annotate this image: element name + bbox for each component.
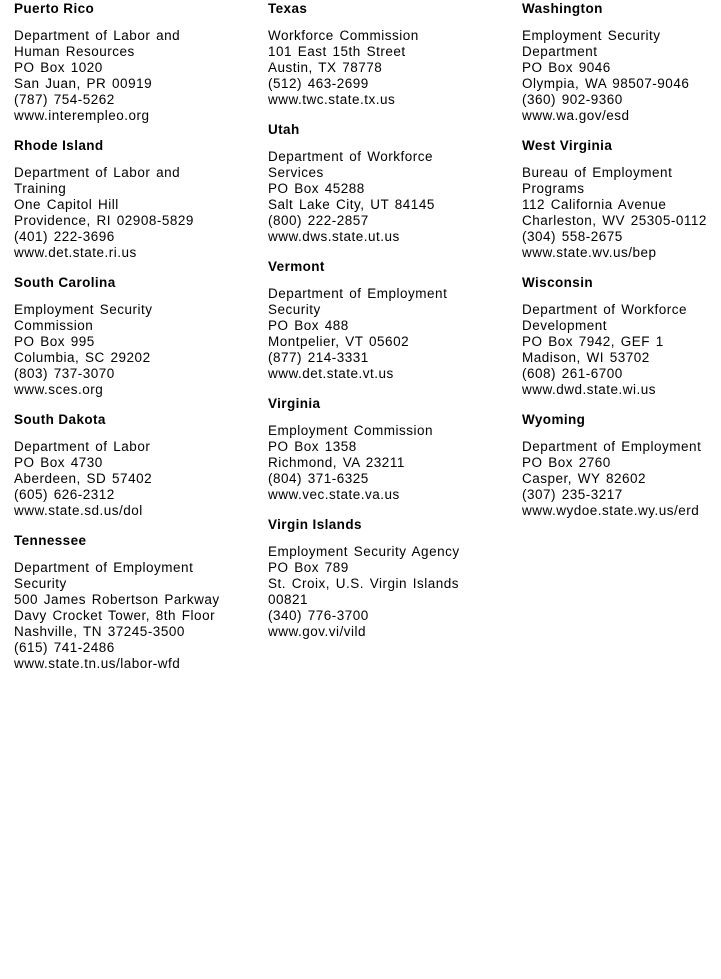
- address-line: (360) 902-9360: [522, 92, 623, 107]
- address-line: (804) 371-6325: [268, 471, 369, 486]
- address-line: PO Box 995: [14, 334, 95, 349]
- address-line: Aberdeen, SD 57402: [14, 471, 153, 486]
- address-line: (787) 754-5262: [14, 92, 115, 107]
- address-line: Security: [268, 302, 321, 317]
- state-heading: Texas: [268, 1, 308, 16]
- state-heading: Tennessee: [14, 533, 87, 548]
- website-text: www.det.state.vt.us: [268, 366, 394, 381]
- state-section: [14, 138, 266, 261]
- address-line: Department: [522, 44, 598, 59]
- address-line: PO Box 4730: [14, 455, 103, 470]
- state-section: [268, 259, 520, 382]
- website-text: www.det.state.ri.us: [14, 245, 137, 260]
- address-line: 500 James Robertson Parkway: [14, 592, 220, 607]
- state-heading: Virgin Islands: [268, 517, 362, 532]
- website-text: www.dwd.state.wi.us: [522, 382, 657, 397]
- state-heading: Puerto Rico: [14, 1, 95, 16]
- state-heading: Wyoming: [522, 412, 586, 427]
- state-section: [268, 396, 520, 503]
- address-line: Employment Security: [14, 302, 153, 317]
- address-line: (803) 737-3070: [14, 366, 115, 381]
- website-text: www.wydoe.state.wy.us/erd: [522, 503, 700, 518]
- address-line: One Capitol Hill: [14, 197, 119, 212]
- address-line: Employment Security: [522, 28, 661, 43]
- state-heading: Rhode Island: [14, 138, 104, 153]
- state-heading: Washington: [522, 1, 603, 16]
- state-section: [268, 1, 520, 108]
- address-line: Employment Commission: [268, 423, 434, 438]
- address-line: Department of Labor and: [14, 28, 181, 43]
- website-text: www.vec.state.va.us: [268, 487, 400, 502]
- address-line: PO Box 7942, GEF 1: [522, 334, 664, 349]
- address-line: Department of Workforce: [268, 149, 434, 164]
- state-section: [14, 275, 266, 398]
- state-section: [14, 412, 266, 519]
- address-line: Providence, RI 02908-5829: [14, 213, 194, 228]
- address-line: Department of Employment: [268, 286, 448, 301]
- website-text: www.state.sd.us/dol: [14, 503, 143, 518]
- address-line: (615) 741-2486: [14, 640, 115, 655]
- address-line: (605) 626-2312: [14, 487, 115, 502]
- address-line: Programs: [522, 181, 585, 196]
- address-line: Development: [522, 318, 608, 333]
- directory-column-right: [522, 1, 721, 533]
- address-line: Department of Employment: [14, 560, 194, 575]
- address-line: Department of Labor and: [14, 165, 181, 180]
- address-line: 00821: [268, 592, 309, 607]
- address-line: Charleston, WV 25305-0112: [522, 213, 707, 228]
- address-line: PO Box 1358: [268, 439, 357, 454]
- address-line: Nashville, TN 37245-3500: [14, 624, 185, 639]
- state-section: [522, 412, 721, 519]
- address-line: Davy Crocket Tower, 8th Floor: [14, 608, 216, 623]
- address-line: St. Croix, U.S. Virgin Islands: [268, 576, 460, 591]
- website-text: www.wa.gov/esd: [522, 108, 630, 123]
- address-line: Services: [268, 165, 324, 180]
- address-line: Department of Employment: [522, 439, 702, 454]
- address-line: PO Box 488: [268, 318, 349, 333]
- state-heading: Utah: [268, 122, 300, 137]
- website-text: www.gov.vi/vild: [268, 624, 367, 639]
- address-line: Department of Workforce: [522, 302, 688, 317]
- address-line: San Juan, PR 00919: [14, 76, 153, 91]
- address-line: PO Box 2760: [522, 455, 611, 470]
- directory-column-left: [14, 1, 266, 686]
- address-line: (340) 776-3700: [268, 608, 369, 623]
- address-line: PO Box 45288: [268, 181, 365, 196]
- state-section: [522, 1, 721, 124]
- address-line: PO Box 9046: [522, 60, 611, 75]
- state-section: [522, 275, 721, 398]
- address-line: (608) 261-6700: [522, 366, 623, 381]
- address-line: (304) 558-2675: [522, 229, 623, 244]
- state-section: [14, 533, 266, 672]
- address-line: Commission: [14, 318, 94, 333]
- address-line: Salt Lake City, UT 84145: [268, 197, 435, 212]
- state-heading: Vermont: [268, 259, 325, 274]
- address-line: Olympia, WA 98507-9046: [522, 76, 690, 91]
- state-heading: Wisconsin: [522, 275, 593, 290]
- state-section: [14, 1, 266, 124]
- address-line: Richmond, VA 23211: [268, 455, 405, 470]
- address-line: (512) 463-2699: [268, 76, 369, 91]
- address-line: 112 California Avenue: [522, 197, 667, 212]
- address-line: (307) 235-3217: [522, 487, 623, 502]
- state-heading: South Dakota: [14, 412, 106, 427]
- website-text: www.state.tn.us/labor-wfd: [14, 656, 181, 671]
- address-line: Security: [14, 576, 67, 591]
- website-text: www.dws.state.ut.us: [268, 229, 400, 244]
- address-line: Training: [14, 181, 67, 196]
- website-text: www.state.wv.us/bep: [522, 245, 657, 260]
- state-heading: South Carolina: [14, 275, 116, 290]
- website-text: www.sces.org: [14, 382, 104, 397]
- address-line: Employment Security Agency: [268, 544, 460, 559]
- website-text: www.twc.state.tx.us: [268, 92, 396, 107]
- address-line: Montpelier, VT 05602: [268, 334, 410, 349]
- address-line: Austin, TX 78778: [268, 60, 383, 75]
- address-line: (401) 222-3696: [14, 229, 115, 244]
- address-line: (877) 214-3331: [268, 350, 369, 365]
- address-line: (800) 222-2857: [268, 213, 369, 228]
- address-line: Human Resources: [14, 44, 135, 59]
- address-line: PO Box 789: [268, 560, 349, 575]
- directory-column-middle: [268, 1, 520, 654]
- state-section: [268, 122, 520, 245]
- address-line: 101 East 15th Street: [268, 44, 406, 59]
- state-heading: Virginia: [268, 396, 321, 411]
- address-line: Columbia, SC 29202: [14, 350, 151, 365]
- website-text: www.interempleo.org: [14, 108, 150, 123]
- address-line: Casper, WY 82602: [522, 471, 647, 486]
- state-heading: West Virginia: [522, 138, 613, 153]
- address-line: Madison, WI 53702: [522, 350, 650, 365]
- address-line: PO Box 1020: [14, 60, 103, 75]
- address-line: Department of Labor: [14, 439, 151, 454]
- state-section: [268, 517, 520, 640]
- address-line: Workforce Commission: [268, 28, 419, 43]
- state-section: [522, 138, 721, 261]
- address-line: Bureau of Employment: [522, 165, 673, 180]
